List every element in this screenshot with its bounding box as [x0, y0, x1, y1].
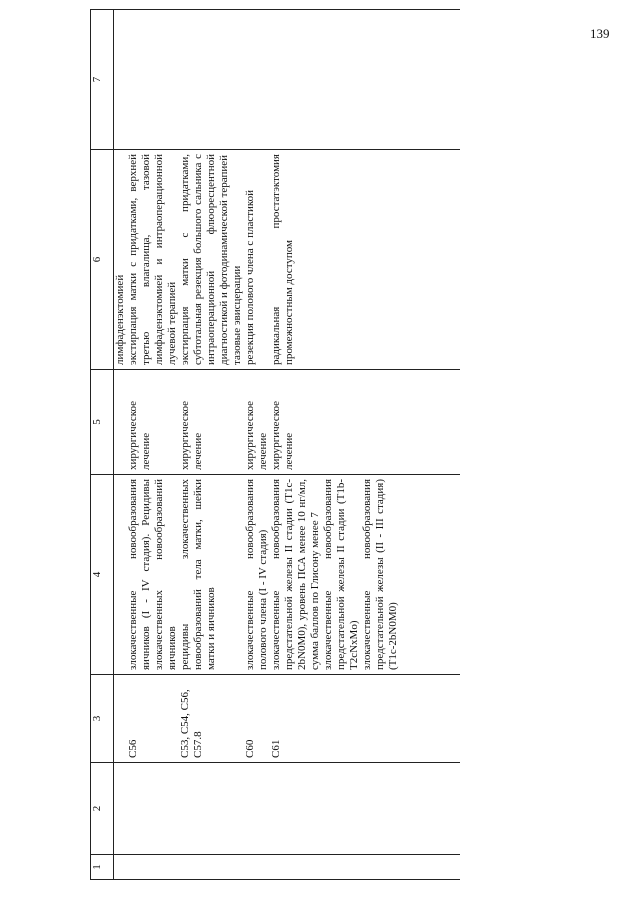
method-cell: экстирпация матки с придатками, верхней третью влагалища, тазовой лимфаденэктомией и интраоперационной лучевой терапией: [127, 150, 179, 370]
code-cell: [114, 675, 128, 763]
table-row: [127, 10, 179, 880]
diagnosis-cell: злокачественные новообразования яичников (I - IV стадия). Рецидивы злокачественных новообразований яичников: [127, 475, 179, 675]
treatment-type-cell: хирургическое лечение: [179, 370, 244, 475]
col-header: 1: [91, 855, 114, 880]
diagnosis-cell: злокачественные новообразования предстательной железы II стадии (T1c-2bN0M0), уровень ПСА менее 10 нг/мл, сумма баллов по Глисону менее 7 злокачественные новообразования предстательной железы II стадии (T1b-T2cNxMo) злокачественные новообразования предстательной железы (II - III стадия) (T1c-2bN0M0): [270, 475, 400, 675]
treatment-type-cell: [114, 370, 128, 475]
rotated-table-page: [90, 10, 635, 880]
table-row: [179, 10, 244, 880]
table-row: [270, 10, 400, 880]
medical-table: [90, 9, 460, 880]
col-header: 2: [91, 763, 114, 855]
table-row: [114, 10, 128, 880]
code-cell: C53, C54, C56, C57.8: [179, 675, 244, 763]
treatment-type-cell: хирургическое лечение: [244, 370, 270, 475]
code-cell: C61: [270, 675, 400, 763]
method-cell: лимфаденэктомией: [114, 150, 128, 370]
col-header: 4: [91, 475, 114, 675]
diagnosis-cell: злокачественные новообразования полового члена (I - IV стадия): [244, 475, 270, 675]
col-header: 3: [91, 675, 114, 763]
col-header: 7: [91, 10, 114, 150]
treatment-type-cell: хирургическое лечение: [127, 370, 179, 475]
method-cell: резекция полового члена с пластикой: [244, 150, 270, 370]
col-header: 6: [91, 150, 114, 370]
method-cell: радикальная простатэктомия промежностным доступом: [270, 150, 400, 370]
code-cell: C56: [127, 675, 179, 763]
treatment-type-cell: хирургическое лечение: [270, 370, 400, 475]
table-row: [244, 10, 270, 880]
diagnosis-cell: рецидивы злокачественных новообразований тела матки, шейки матки и яичников: [179, 475, 244, 675]
page-number: 139: [590, 26, 610, 41]
table-filler-row: [400, 10, 460, 880]
diagnosis-cell: [114, 475, 128, 675]
col-header: 5: [91, 370, 114, 475]
header-row: [91, 10, 114, 880]
code-cell: C60: [244, 675, 270, 763]
method-cell: экстирпация матки с придатками, субтотальная резекция большого сальника с интраоперационной флюоресцентной диагностикой и фотодинамической терапией тазовые эвисцерации: [179, 150, 244, 370]
